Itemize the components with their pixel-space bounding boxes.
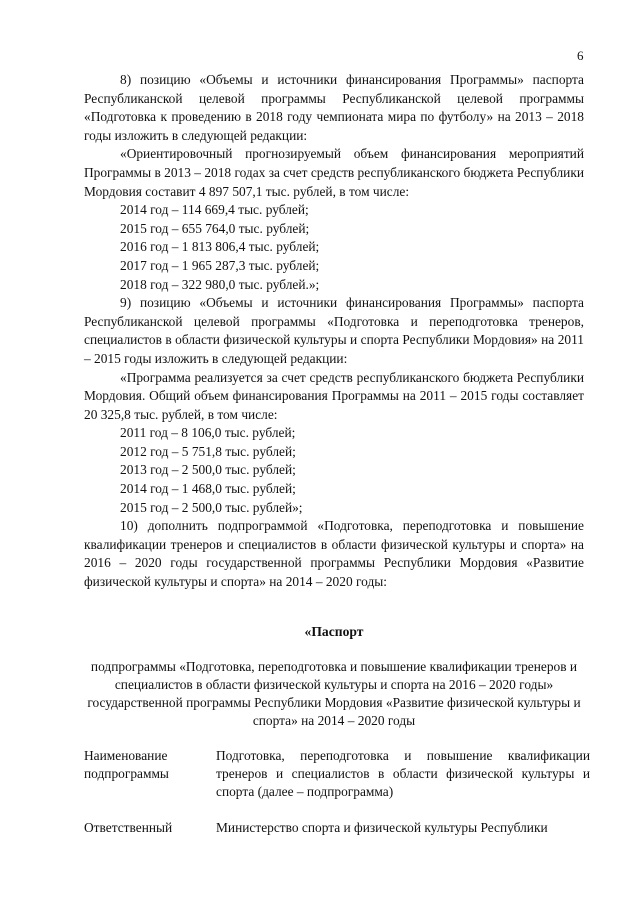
- document-body: [84, 71, 584, 592]
- passport-table: [84, 747, 590, 855]
- funding-line-2011: 2011 год – 8 106,0 тыс. рублей;: [120, 425, 296, 441]
- funding-line-2015b: 2015 год – 2 500,0 тыс. рублей»;: [120, 499, 303, 515]
- passport-row-label: Наименование подпрограммы: [84, 748, 169, 781]
- funding-line-2014b: 2014 год – 1 468,0 тыс. рублей;: [120, 481, 296, 497]
- funding-line-2014: 2014 год – 114 669,4 тыс. рублей;: [120, 202, 309, 218]
- page-number: 6: [577, 48, 584, 63]
- funding-line-2018: 2018 год – 322 980,0 тыс. рублей.»;: [120, 276, 320, 292]
- funding-line-2012: 2012 год – 5 751,8 тыс. рублей;: [120, 443, 296, 459]
- passport-row-label: Ответственный: [84, 820, 173, 835]
- funding-line-2015: 2015 год – 655 764,0 тыс. рублей;: [120, 220, 310, 236]
- passport-row-value: Подготовка, переподготовка и повышение квалификации тренеров и специалистов в области физической культуры и спорта (далее – подпрограмма): [216, 748, 590, 799]
- funding-line-2017: 2017 год – 1 965 287,3 тыс. рублей;: [120, 257, 320, 273]
- paragraph-funding-2013-2018: «Ориентировочный прогнозируемый объем финансирования мероприятий Программы в 2013 – 2018 годах за счет средств республиканского бюджета Республики Мордовия составит 4 897 507,1 тыс. рублей, в том числе:: [84, 146, 584, 199]
- funding-line-2013: 2013 год – 2 500,0 тыс. рублей;: [120, 462, 296, 478]
- passport-row-value: Министерство спорта и физической культуры Республики: [216, 820, 548, 835]
- funding-line-2016: 2016 год – 1 813 806,4 тыс. рублей;: [120, 239, 320, 255]
- paragraph-item-9: 9) позицию «Объемы и источники финансирования Программы» паспорта Республиканской целевой программы «Подготовка и переподготовка тренеров, специалистов в области физической культуры и спорта Республики Мордовия» на 2011 – 2015 годы изложить в следующей редакции:: [84, 295, 584, 366]
- passport-title: «Паспорт: [304, 624, 364, 639]
- passport-row: [84, 819, 590, 837]
- paragraph-item-10: 10) дополнить подпрограммой «Подготовка, переподготовка и повышение квалификации тренеров и специалистов в области физической культуры и спорта» на 2016 – 2020 годы государственной программы Республики Мордовия «Развитие физической культуры и спорта» на 2014 – 2020 годы:: [84, 518, 584, 590]
- passport-row: [84, 747, 590, 801]
- passport-subtitle: подпрограммы «Подготовка, переподготовка и повышение квалификации тренеров и специалистов в области физической культуры и спорта на 2016 – 2020 годы» государственной программы Республики Мордовия «Развитие физической культуры и спорта» на 2014 – 2020 годы: [87, 659, 581, 728]
- paragraph-funding-2011-2015: «Программа реализуется за счет средств республиканского бюджета Республики Мордовия. Общий объем финансирования Программы на 2011 – 2015 годы составляет 20 325,8 тыс. рублей, в том числе:: [84, 369, 584, 422]
- paragraph-item-8: 8) позицию «Объемы и источники финансирования Программы» паспорта Республиканской целевой программы Республиканской целевой программы «Подготовка к проведению в 2018 году чемпионата мира по футболу» на 2013 – 2018 годы изложить в следующей редакции:: [84, 72, 584, 143]
